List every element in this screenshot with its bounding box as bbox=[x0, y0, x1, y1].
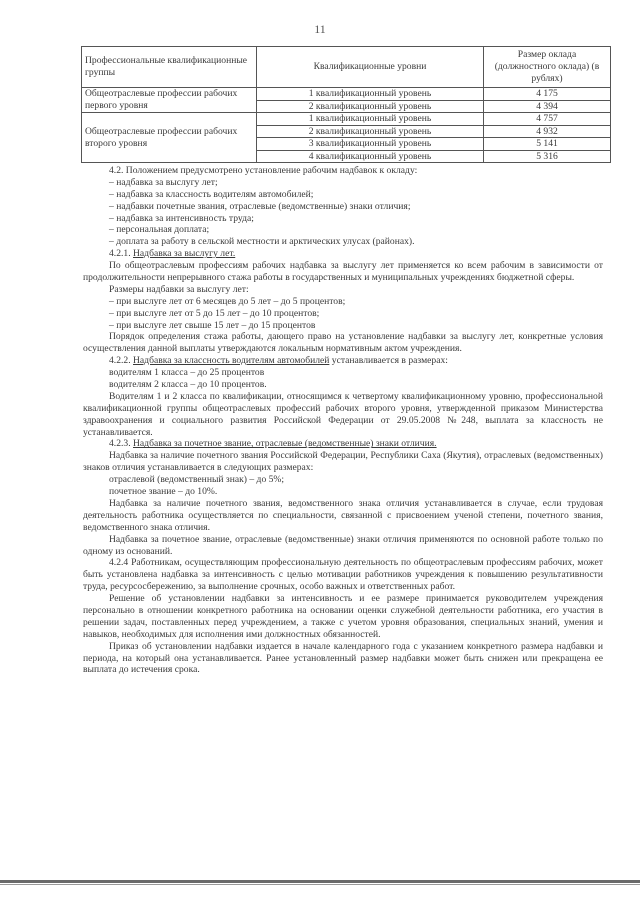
salary-value: 5 316 bbox=[484, 150, 611, 163]
qualification-level: 1 квалификационный уровень bbox=[257, 88, 484, 101]
section-4-2-1-heading bbox=[83, 248, 603, 260]
header-salary: Размер оклада (должностного оклада) (в рублях) bbox=[484, 47, 611, 88]
list-item: – персональная доплата; bbox=[109, 224, 210, 236]
header-professional-groups: Профессиональные квалификационные группы bbox=[82, 47, 257, 88]
section-number: 4.2.3. bbox=[109, 438, 131, 450]
table-row bbox=[82, 113, 611, 126]
qualification-level: 1 квалификационный уровень bbox=[257, 113, 484, 126]
paragraph: Надбавка за наличие почетного звания Российской Федерации, Республики Саха (Якутия), отраслевых (ведомственных) знаков отличия устанавливается в следующих размерах: bbox=[83, 450, 603, 474]
section-title-rest: устанавливается в размерах: bbox=[329, 355, 448, 367]
section-4-2-4: 4.2.4 Работникам, осуществляющим профессиональную деятельность по общеотраслевым профессиям рабочих, может быть установлена надбавка за интенсивность с целью мотивации работников учреждения к повышению результативности труда, ресурсосбережению, за выполнение срочных, особо важных и ответственных работ. bbox=[83, 557, 603, 593]
page-number: 11 bbox=[314, 22, 326, 36]
list-item: – при выслуге лет от 6 месяцев до 5 лет – до 5 процентов; bbox=[109, 295, 346, 307]
list-item: – надбавка за классность водителям автомобилей; bbox=[109, 188, 314, 200]
section-title: Надбавка за почетное звание, отраслевые (ведомственные) знаки отличия. bbox=[133, 438, 437, 450]
salary-value: 4 394 bbox=[484, 100, 611, 113]
list-item: – надбавка за выслугу лет; bbox=[109, 176, 218, 188]
paragraph: Размеры надбавки за выслугу лет: bbox=[109, 283, 249, 295]
paragraph: водителям 1 класса – до 25 процентов bbox=[109, 367, 265, 379]
header-qualification-levels: Квалификационные уровни bbox=[257, 47, 484, 88]
section-4-2-2-heading bbox=[83, 355, 603, 367]
section-number: 4.2.2. bbox=[109, 355, 131, 367]
table-header-row bbox=[82, 47, 611, 88]
list-item: – надбавка за интенсивность труда; bbox=[109, 212, 254, 224]
list-item: – при выслуге лет от 5 до 15 лет – до 10 процентов; bbox=[109, 307, 320, 319]
salary-value: 4 175 bbox=[484, 88, 611, 101]
section-number: 4.2.1. bbox=[109, 248, 131, 260]
salary-table bbox=[81, 46, 611, 163]
scan-edge-line bbox=[0, 884, 640, 885]
group-name: Общеотраслевые профессии рабочих первого уровня bbox=[82, 88, 257, 113]
paragraph: Надбавка за почетное звание, отраслевые (ведомственные) знаки отличия применяются по основной работе только по одному из оснований. bbox=[83, 533, 603, 557]
list-item: – при выслуге лет свыше 15 лет – до 15 процентов bbox=[109, 319, 316, 331]
table-row bbox=[82, 88, 611, 101]
paragraph: Решение об установлении надбавки за интенсивность и ее размере принимается руководителем учреждения персонально в отношении конкретного работника на основании оценки служебной деятельности работника, его участия в решении задач, поставленных перед учреждением, а также с учетом уровня образования, специальных знаний, умения и навыков, необходимых для исполнения ими должностных обязанностей. bbox=[83, 593, 603, 640]
paragraph: Водителям 1 и 2 класса по квалификации, относящимся к четвертому квалификационному уровню, профессиональной квалификационной группы общеотраслевых профессий рабочих второго уровня, утвержденной приказом Министерства здравоохранения и социального развития Российской Федерации от 29.05.2008 №248, выплата за классность не устанавливается. bbox=[83, 390, 603, 438]
qualification-level: 3 квалификационный уровень bbox=[257, 138, 484, 151]
section-4-2-3-heading bbox=[83, 438, 603, 450]
qualification-level: 2 квалификационный уровень bbox=[257, 125, 484, 138]
group-name: Общеотраслевые профессии рабочих второго уровня bbox=[82, 113, 257, 163]
paragraph: Порядок определения стажа работы, дающего право на установление надбавки за выслугу лет, конкретные условия осуществления данной выплаты утверждаются локальным нормативным актом учреждения. bbox=[83, 331, 603, 355]
salary-value: 4 932 bbox=[484, 125, 611, 138]
section-title: Надбавка за выслугу лет. bbox=[133, 248, 236, 260]
qualification-level: 2 квалификационный уровень bbox=[257, 100, 484, 113]
list-item: – надбавки почетные звания, отраслевые (ведомственные) знаки отличия; bbox=[109, 200, 411, 212]
paragraph: Приказ об установлении надбавки издается в начале календарного года с указанием конкретного размера надбавки и периода, на который она устанавливается. Ранее установленный размер надбавки может быть снижен или прекращена ее выплата до истечения срока. bbox=[83, 640, 603, 676]
section-title: Надбавка за классность водителям автомобилей bbox=[133, 355, 330, 367]
list-item: – доплата за работу в сельской местности и арктических улусах (районах). bbox=[109, 236, 415, 248]
paragraph: По общеотраслевым профессиям рабочих надбавка за выслугу лет применяется ко всем рабочим в зависимости от продолжительности непрерывного стажа работы в государственных и муниципальных учреждениях бюджетной сферы. bbox=[83, 260, 603, 284]
section-4-2-intro: 4.2. Положением предусмотрено установление рабочим надбавок к окладу: bbox=[109, 165, 418, 176]
salary-value: 5 141 bbox=[484, 138, 611, 151]
salary-value: 4 757 bbox=[484, 113, 611, 126]
paragraph: водителям 2 класса – до 10 процентов. bbox=[109, 379, 267, 391]
qualification-level: 4 квалификационный уровень bbox=[257, 150, 484, 163]
scan-edge-line bbox=[0, 880, 640, 883]
paragraph: отраслевой (ведомственный знак) – до 5%; bbox=[109, 474, 285, 486]
document-body bbox=[83, 46, 603, 676]
paragraph: почетное звание – до 10%. bbox=[109, 486, 218, 498]
paragraph: Надбавка за наличие почетного звания, ведомственного знака отличия устанавливается в случае, если трудовая деятельность работника осуществляется по специальности, связанной с присвоением ученой степени, почетного звания, ведомственного знака отличия. bbox=[83, 497, 603, 533]
